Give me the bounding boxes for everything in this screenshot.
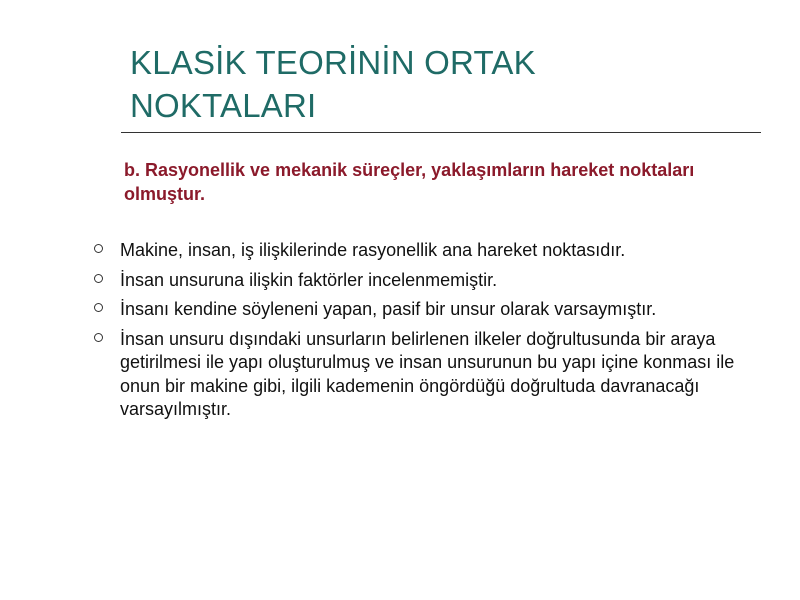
hollow-circle-bullet-icon xyxy=(94,333,103,342)
hollow-circle-bullet-icon xyxy=(94,274,103,283)
slide-title-line-2: NOKTALARI xyxy=(130,87,317,124)
bullet-list xyxy=(94,239,774,428)
bullet-item-4 xyxy=(94,328,774,422)
bullet-text-2: İnsan unsuruna ilişkin faktörler incelenmemiştir. xyxy=(120,269,498,290)
hollow-circle-bullet-icon xyxy=(94,244,103,253)
slide-title xyxy=(130,41,770,127)
title-divider xyxy=(121,132,761,133)
bullet-item-1 xyxy=(94,239,774,263)
bullet-text-1: Makine, insan, iş ilişkilerinde rasyonellik ana hareket noktasıdır. xyxy=(120,240,626,260)
bullet-item-2 xyxy=(94,269,774,293)
bullet-item-3 xyxy=(94,298,774,322)
hollow-circle-bullet-icon xyxy=(94,303,103,312)
slide-subheading: b. Rasyonellik ve mekanik süreçler, yaklaşımların hareket noktaları olmuştur. xyxy=(124,160,695,204)
bullet-text-3: İnsanı kendine söyleneni yapan, pasif bir unsur olarak varsaymıştır. xyxy=(120,299,657,319)
bullet-text-4: İnsan unsuru dışındaki unsurların belirlenen ilkeler doğrultusunda bir araya getirilmesi ile yapı oluşturulmuş ve insan unsurunun bu yapı içine konması ile onun bir makine gibi, ilgili kademenin öngördüğü doğrultuda davranacağı varsayılmıştır. xyxy=(120,328,735,419)
slide-title-line-1: KLASİK TEORİNİN ORTAK xyxy=(130,44,536,81)
